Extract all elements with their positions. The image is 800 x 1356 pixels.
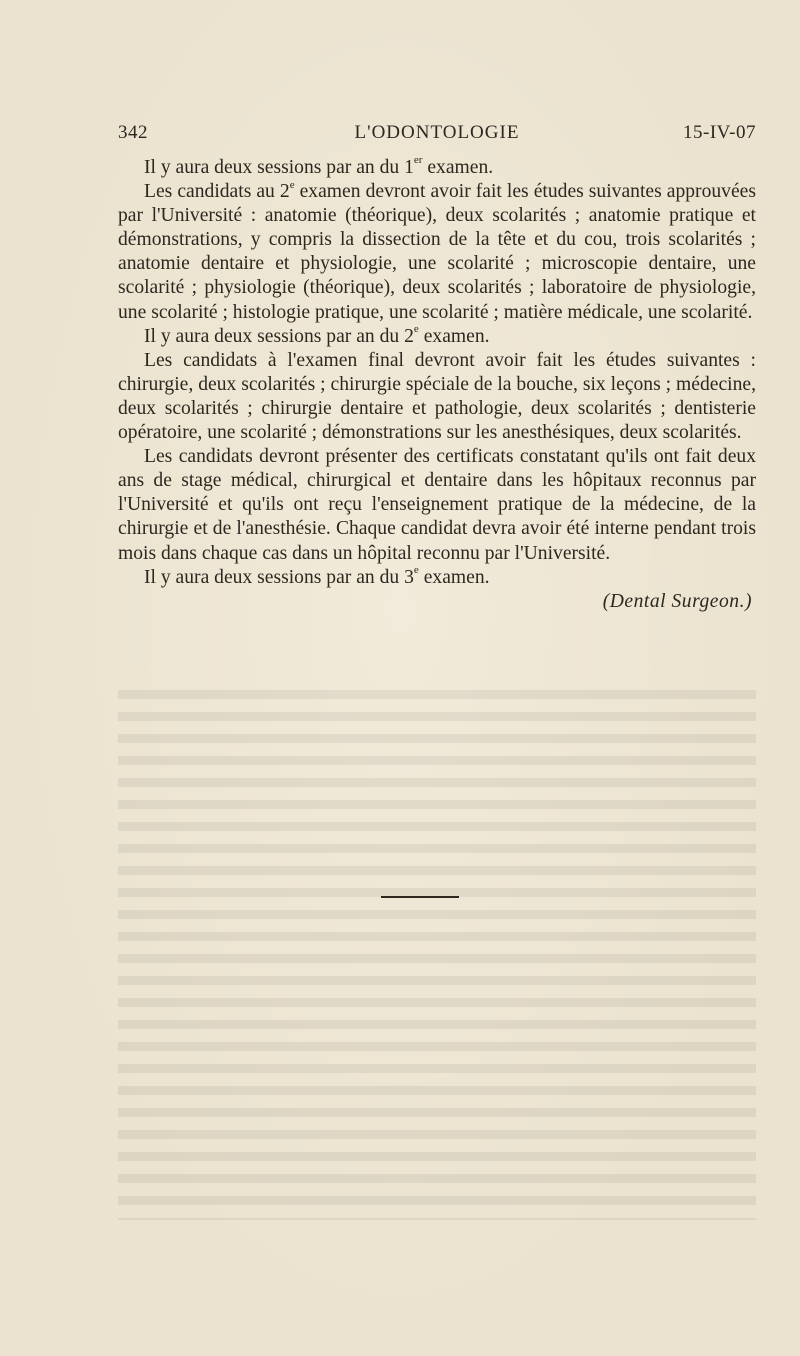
bleed-through-texture (118, 690, 756, 1220)
article-body (118, 156, 756, 614)
paragraph-second-exam-sessions (118, 325, 756, 349)
text-run: examen. (418, 566, 490, 588)
page-number: 342 (118, 122, 148, 143)
text-run: Il y aura deux sessions par an du 3 (144, 566, 414, 588)
paragraph-first-exam-sessions (118, 156, 756, 180)
text-run: Les candidats au 2 (144, 181, 290, 203)
text-run: examen devront avoir fait les études suivantes approuvées par l'Université : anatomie (théorique), deux scolarités ; anatomie pratique et démonstrations, y compris la dissection de la tête et du cou, trois scolarités ; anatomie dentaire et physiologie, une scolarité ; microscopie dentaire, une scolarité ; physiologie (théorique), deux scolarités ; laboratoire de physiologie, une scolarité ; histologie pratique, une scolarité ; matière médicale, une scolarité. (118, 181, 756, 323)
running-head (118, 122, 756, 148)
ordinal-suffix: e (413, 323, 419, 336)
ordinal-suffix: e (289, 178, 295, 191)
text-run: examen. (422, 157, 494, 178)
paragraph-second-exam-studies (118, 180, 756, 325)
issue-date: 15-IV-07 (683, 122, 756, 143)
text-run: Il y aura deux sessions par an du 2 (144, 325, 414, 347)
source-attribution: (Dental Surgeon.) (602, 590, 752, 612)
paragraph-final-exam-studies: Les candidats à l'examen final devront avoir fait les études suivantes : chirurgie, deux scolarités ; chirurgie spéciale de la bouche, six leçons ; médecine, deux scolarités ; chirurgie dentaire et pathologie, deux scolarités ; dentisterie opératoire, une scolarité ; démonstrations sur les anesthésiques, deux scolarités. (118, 349, 756, 444)
text-run: Il y aura deux sessions par an du 1 (144, 157, 414, 178)
ordinal-suffix: er (413, 154, 423, 167)
ordinal-suffix: e (413, 564, 419, 577)
paragraph-certificates: Les candidats devront présenter des certificats constatant qu'ils ont fait deux ans de stage médical, chirurgical et dentaire dans les hôpitaux reconnus par l'Université et qu'ils ont reçu l'enseignement pratique de la médecine, de la chirurgie et de l'anesthésie. Chaque candidat devra avoir été interne pendant trois mois dans chaque cas dans un hôpital reconnu par l'Université. (118, 446, 756, 564)
text-run: examen. (418, 325, 490, 347)
paragraph-third-exam-sessions (118, 566, 756, 590)
section-divider (381, 896, 459, 898)
journal-title: L'ODONTOLOGIE (354, 122, 520, 143)
